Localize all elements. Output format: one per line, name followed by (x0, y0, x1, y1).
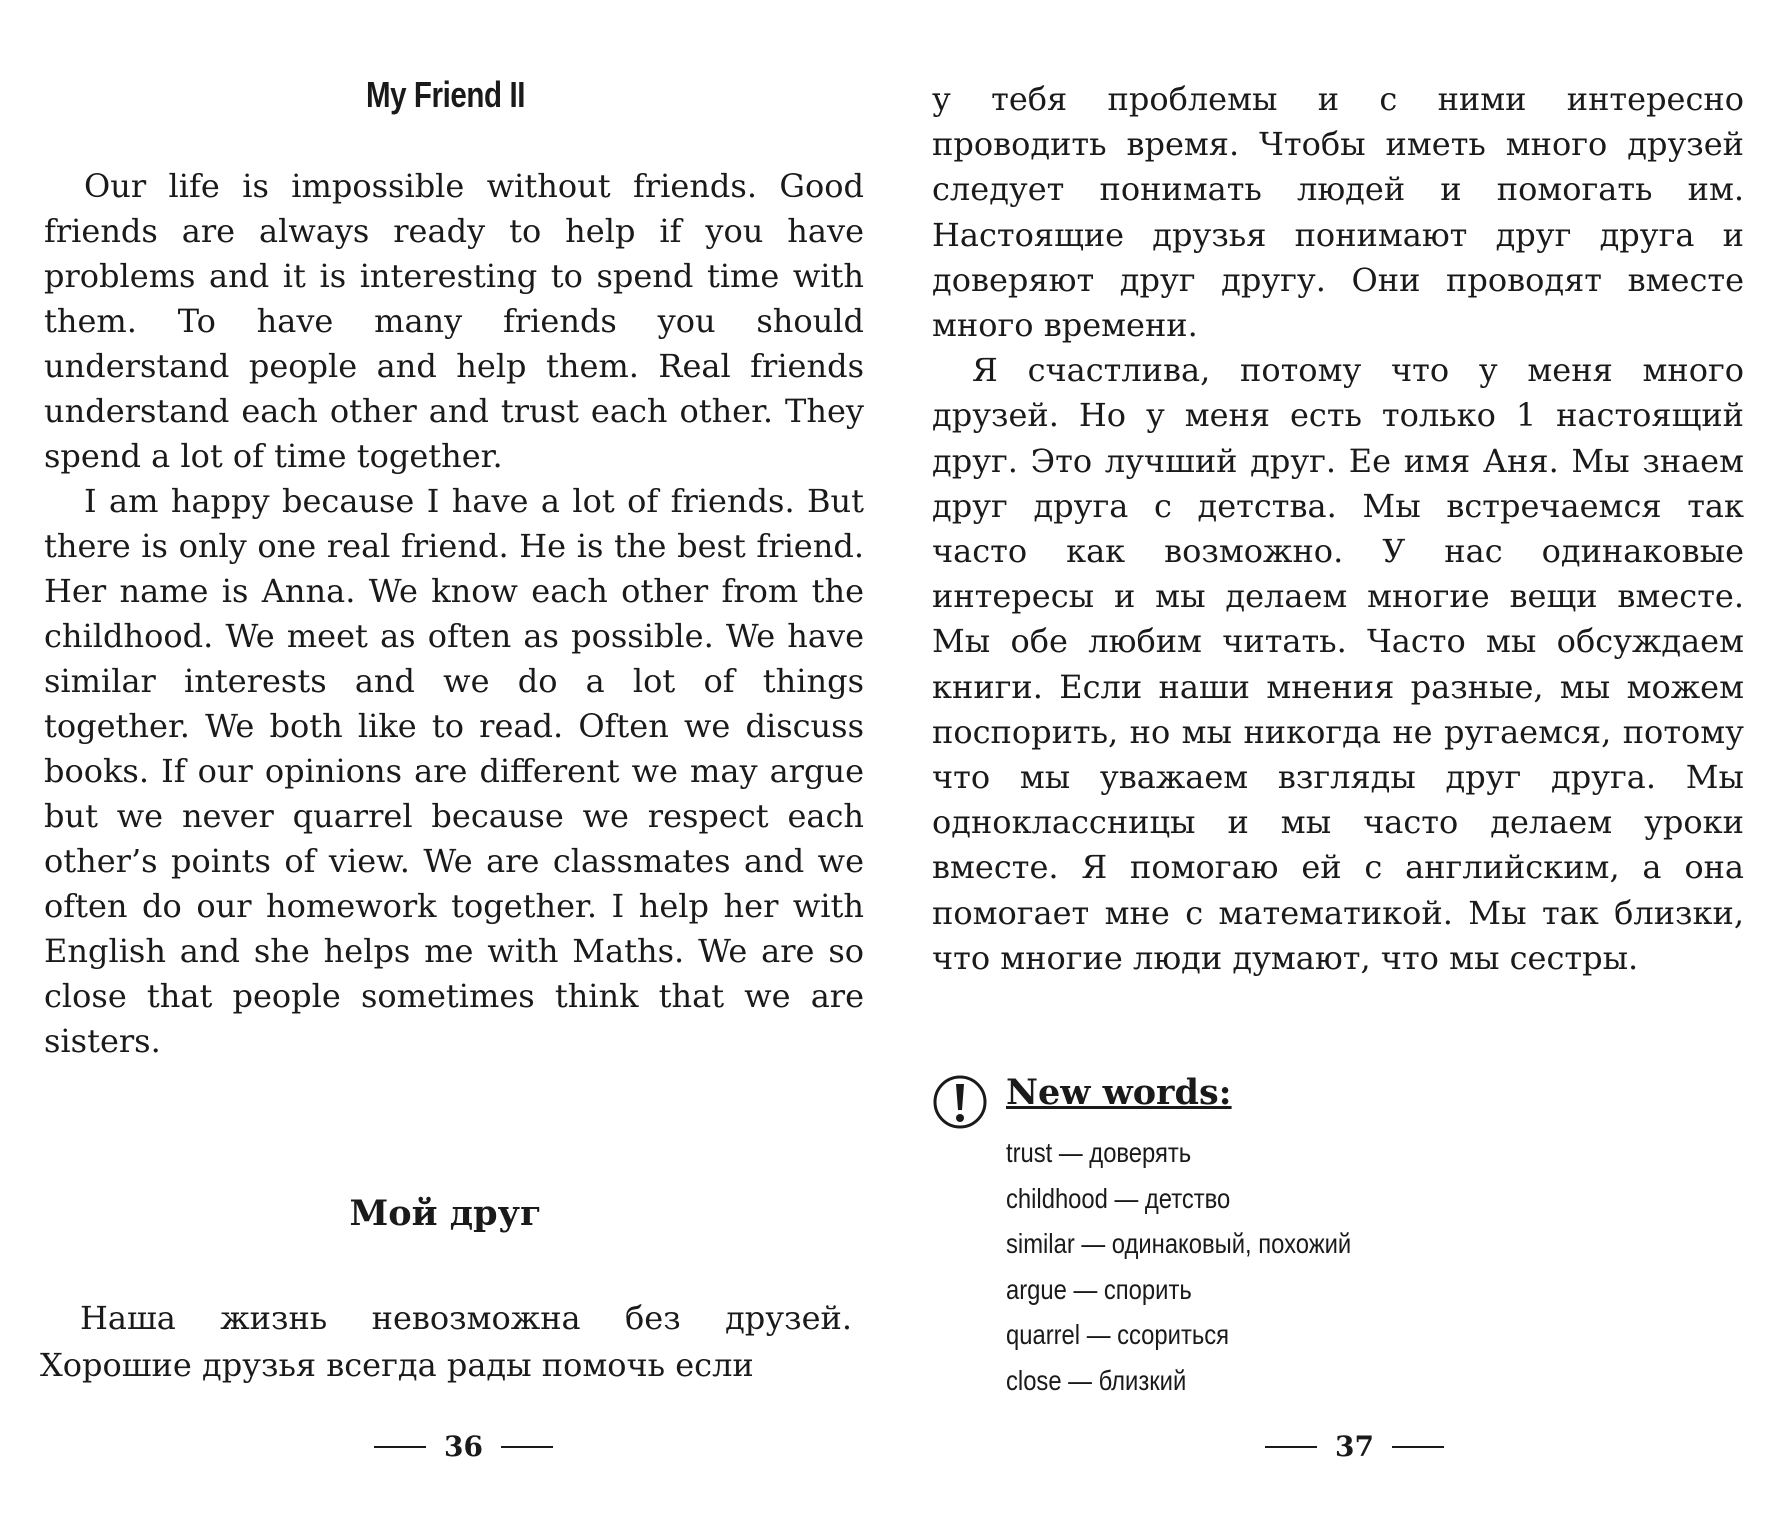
english-paragraph-2: I am happy because I have a lot of friends. But there is only one real friend. He is the best friend. Her name is Anna. We know each other from the childhood. We meet as often as possible. We have similar interests and we do a lot of things together. We both like to read. Often we discuss books. If our opinions are different we may argue but we never quarrel because we respect each other’s points of view. We are classmates and we often do our homework together. I help her with English and she helps me with Maths. We are so close that people sometimes think that we are sisters. (44, 482, 864, 1060)
english-title: My Friend II (365, 74, 526, 115)
new-word-item: childhood — детство (1006, 1182, 1231, 1214)
page-number-left (356, 1430, 571, 1463)
new-words-list (1006, 1130, 1412, 1403)
russian-text-continued (932, 77, 1744, 981)
new-word-item: similar — одинаковый, похожий (1006, 1228, 1352, 1259)
new-words-header: New words: (1006, 1072, 1232, 1113)
page-number-right (1247, 1430, 1462, 1463)
page-number-value: 37 (1335, 1430, 1374, 1463)
exclamation-circle-icon (932, 1074, 988, 1130)
page-number-dash (501, 1446, 553, 1448)
page-number-value: 36 (444, 1430, 483, 1463)
russian-paragraph-2: Я счастлива, потому что у меня много друзей. Но у меня есть только 1 настоящий друг. Это лучший друг. Ее имя Аня. Мы знаем друг друга с детства. Мы встречаемся так часто как возможно. У нас одинаковые интересы и мы делаем многие вещи вместе. Мы обе любим читать. Часто мы обсуждаем книги. Если наши мнения разные, мы можем поспорить, но мы никогда не ругаемся, потому что мы уважаем взгляды друг друга. Мы одноклассницы и мы часто делаем уроки вместе. Я помогаю ей с английским, а она помогает мне с математикой. Мы так близки, что многие люди думают, что мы сестры. (932, 351, 1744, 977)
russian-text-start (40, 1295, 852, 1389)
page-number-dash (1392, 1446, 1444, 1448)
new-word-item: close — близкий (1006, 1364, 1187, 1396)
new-word-item: trust — доверять (1006, 1137, 1192, 1168)
new-word-item: argue — спорить (1006, 1273, 1192, 1305)
russian-paragraph-1-start: Наша жизнь невозможна без друзей. Хорошие друзья всегда рады помочь если (40, 1299, 852, 1384)
russian-title: Мой друг (349, 1193, 542, 1234)
russian-paragraph-1-end: у тебя проблемы и с ними интересно проводить время. Чтобы иметь много друзей следует понимать людей и помогать им. Настоящие друзья понимают друг друга и доверяют друг другу. Они проводят вместе много времени. (932, 80, 1744, 345)
page-number-dash (374, 1446, 426, 1448)
new-word-item: quarrel — ссориться (1006, 1319, 1230, 1350)
page-number-dash (1265, 1446, 1317, 1448)
english-text (44, 164, 864, 1064)
english-paragraph-1: Our life is impossible without friends. Good friends are always ready to help if you have problems and it is interesting to spend time with them. To have many friends you should understand people and help them. Real friends understand each other and trust each other. They spend a lot of time together. (44, 167, 864, 475)
